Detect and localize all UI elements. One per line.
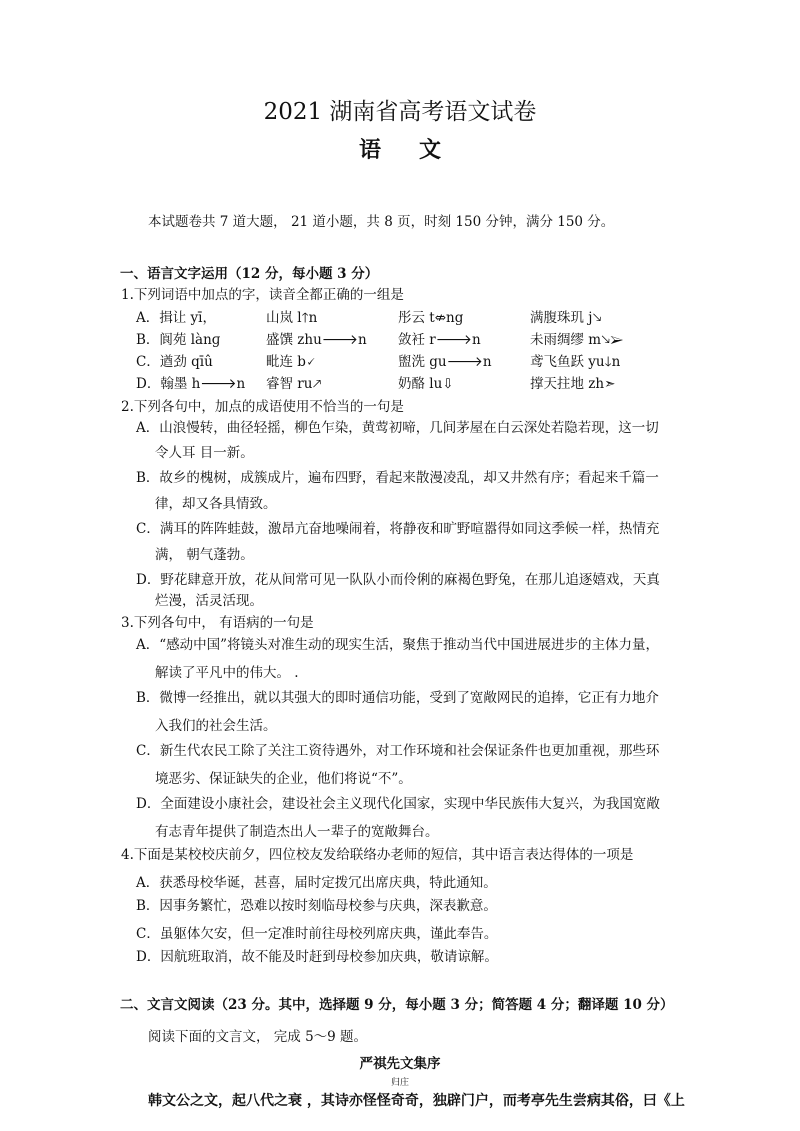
question-3-line: 境恶劣、保证缺失的企业，他们将说“不”。 <box>155 771 412 787</box>
option-cell: B．阆苑 lànɡ <box>136 332 221 348</box>
question-2-stem: 2.下列各句中，加点的成语使用不恰当的一句是 <box>121 399 404 415</box>
page-title: 2021 湖南省高考语文试卷 <box>263 99 537 125</box>
question-2-line: 令人耳 目一新。 <box>155 445 254 461</box>
question-2-line: D．野花肆意开放，花从间常可见一队队小而伶俐的麻褐色野兔，在那儿追逐嬉戏，天真 <box>136 572 660 588</box>
question-2-line: A．山浪慢转，曲径轻摇，柳色乍染，黄莺初啼，几间茅屋在白云深处若隐若现，这一切 <box>136 420 659 436</box>
section-2-heading: 二、文言文阅读（23 分。其中，选择题 9 分，每小题 3 分；简答题 4 分；翻译题 10 分） <box>120 997 674 1013</box>
option-cell: 撑天拄地 zh➣ <box>530 376 616 392</box>
reading-instruction: 阅读下面的文言文， 完成 5～9 题。 <box>148 1029 368 1045</box>
option-cell: 睿智 ru🡕 <box>266 376 322 392</box>
question-3-line: A．“感动中国”将镜头对准生动的现实生活，聚焦于推动当代中国进展进步的主体力量， <box>136 637 660 653</box>
question-3-line: B．微博一经推出，就以其强大的即时通信功能，受到了宽敞网民的追捧，它正有力地介 <box>136 690 659 706</box>
option-cell: 未雨绸缪 m🡖➢ <box>530 332 624 348</box>
subject-heading: 语文 <box>358 137 479 163</box>
option-cell: D．翰墨 h🡒n <box>136 376 246 392</box>
exam-instructions: 本试题卷共 7 道大题， 21 道小题，共 8 页，时刻 150 分钟，满分 150 分。 <box>148 214 615 230</box>
option-cell: 盥洗 gu🡒n <box>398 354 492 370</box>
question-2-line: C．满耳的阵阵蛙鼓，激昂亢奋地噪闹着，将静夜和旷野喧嚣得如同这季候一样，热情充 <box>136 521 660 537</box>
question-2-line: 满， 朝气蓬勃。 <box>155 547 254 563</box>
question-3-stem: 3.下列各句中， 有语病的一句是 <box>121 615 314 631</box>
option-cell: 山岚 l🡑n <box>266 310 318 326</box>
question-4-option: B．因事务繁忙，恐难以按时刻临母校参与庆典，深表歉意。 <box>136 898 497 914</box>
question-4-option: D．因航班取消，故不能及时赶到母校参加庆典，敬请谅解。 <box>136 949 498 965</box>
question-4-stem: 4.下面是某校校庆前夕，四位校友发给联络办老师的短信，其中语言表达得体的一项是 <box>121 847 634 863</box>
passage-title: 严祺先文集序 <box>359 1056 441 1072</box>
section-1-heading: 一、语言文字运用（12 分，每小题 3 分） <box>120 266 379 282</box>
option-cell: 毗连 b🗸 <box>266 354 316 370</box>
question-3-line: 入我们的社会生活。 <box>155 718 277 734</box>
passage-author: 归庄 <box>390 1078 409 1088</box>
option-cell: 鸢飞鱼跃 yu🡓n <box>530 354 621 370</box>
passage-body: 韩文公之文，起八代之衰 ，其诗亦怪怪奇奇，独辟门户，而考亭先生尝病其俗，曰《上 <box>148 1093 685 1109</box>
question-4-option: C．虽躯体欠安，但一定准时前往母校列席庆典，谨此奉告。 <box>136 926 498 942</box>
option-cell: A．揖让 yī， <box>136 310 216 326</box>
option-cell: 彤云 t⇎ng <box>398 310 464 326</box>
question-3-line: 有志青年提供了制造杰出人一辈子的宽敞舞台。 <box>155 824 439 840</box>
question-1-stem: 1.下列词语中加点的字，读音全都正确的一组是 <box>121 287 404 303</box>
option-cell: 盛馔 zhu🡒n <box>266 332 367 348</box>
question-3-line: D．全面建设小康社会，建设社会主义现代化国家，实现中华民族伟大复兴，为我国宽敞 <box>136 796 660 812</box>
option-cell: 奶酪 lu⇩ <box>398 376 454 392</box>
question-3-line: C．新生代农民工除了关注工资待遇外，对工作环境和社会保证条件也更加重视，那些环 <box>136 743 660 759</box>
option-cell: 满腹珠玑 j🡖 <box>530 310 602 326</box>
question-3-line: 解读了平凡中的伟大。 . <box>155 665 299 681</box>
question-4-option: A．获悉母校华诞，甚喜，届时定拨冗出席庆典，特此通知。 <box>136 875 497 891</box>
option-cell: C．遒劲 qīû <box>136 354 213 370</box>
question-2-line: 律，却又各具情致。 <box>155 496 277 512</box>
question-2-line: B．故乡的槐树，成簇成片，遍布四野，看起来散漫凌乱，却又井然有序；看起来千篇一 <box>136 470 659 486</box>
option-cell: 敛衽 r🡒n <box>398 332 481 348</box>
question-2-line: 烂漫，活灵活现。 <box>155 593 263 609</box>
